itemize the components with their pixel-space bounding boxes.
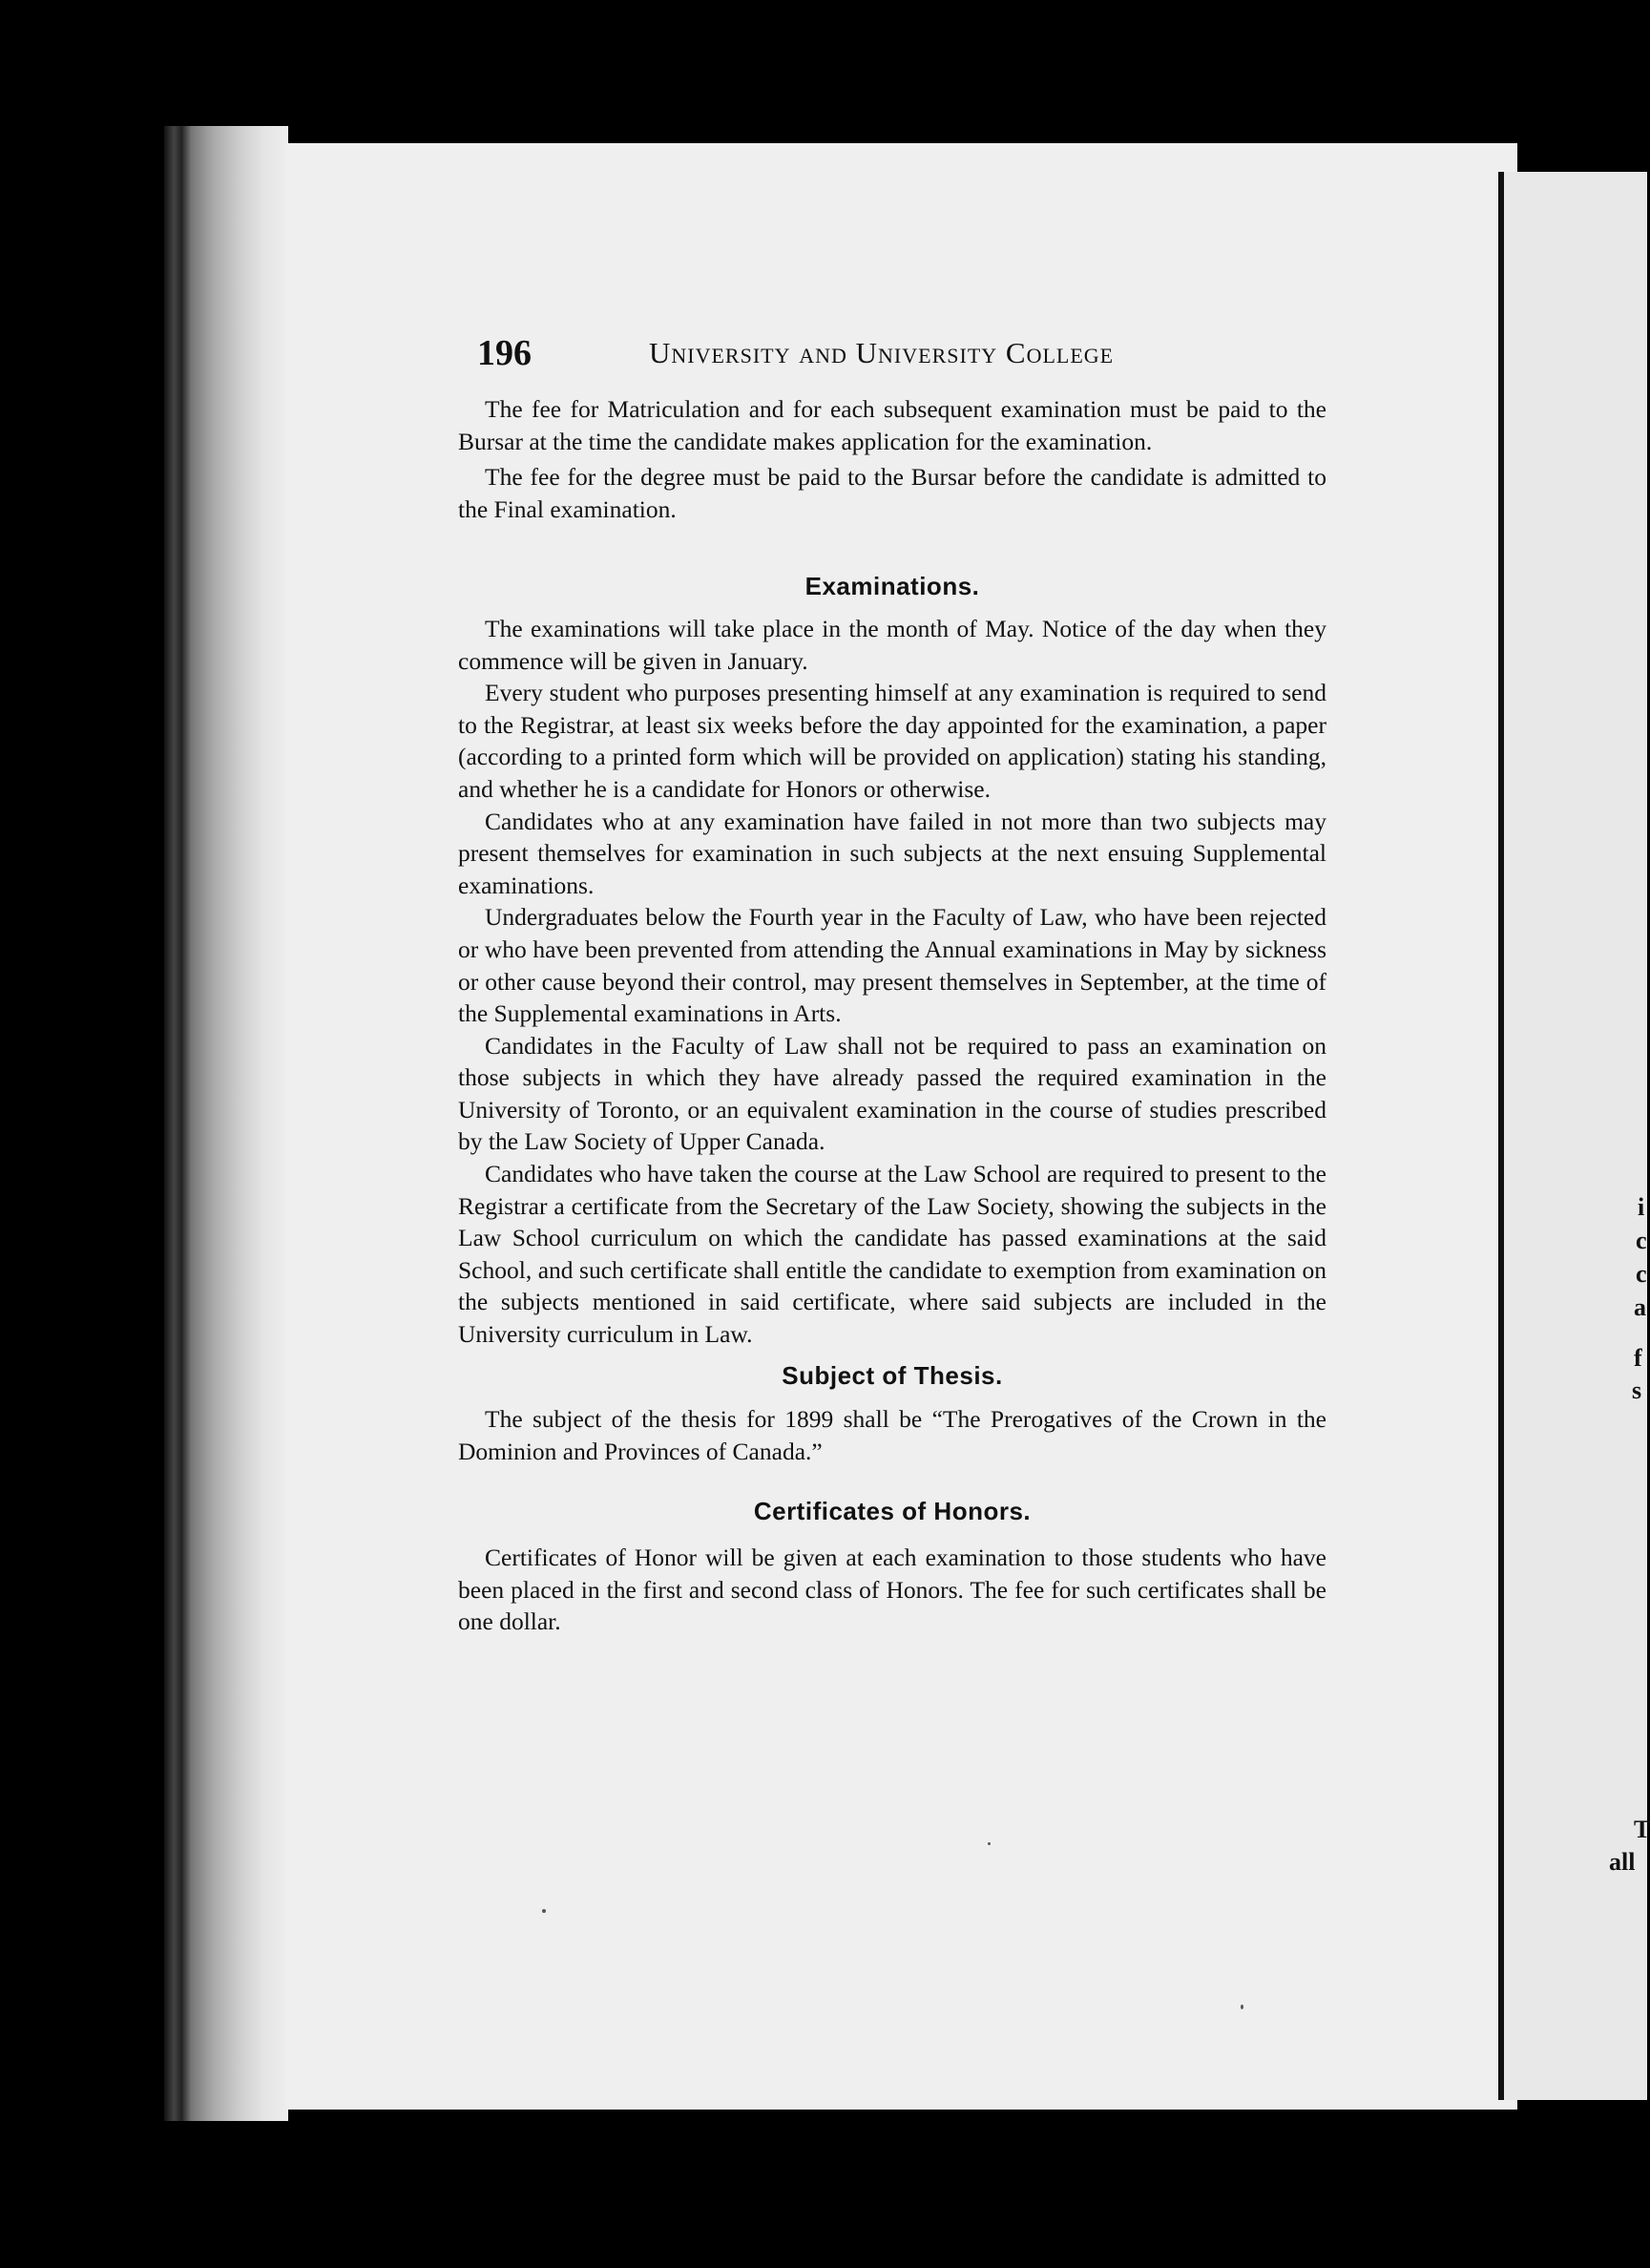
facing-page-fragment: f	[1634, 1344, 1642, 1372]
facing-page-edge	[1498, 172, 1650, 2100]
scan-speck	[988, 1842, 991, 1845]
facing-page-fragment: c	[1636, 1260, 1647, 1288]
facing-page-fragment: c	[1636, 1227, 1647, 1254]
paragraph: The fee for the degree must be paid to the Bursar before the candidate is admitted to the Final examination.	[458, 463, 1326, 523]
paragraph: Candidates who at any examination have failed in not more than two subjects may present themselves for examination in such subjects at the next ensuing Supplemental examinations.	[458, 807, 1326, 899]
paragraph: The fee for Matriculation and for each subsequent examination must be paid to the Bursar at the time the candidate makes application for the examination.	[458, 395, 1326, 455]
facing-page-fragment: a	[1634, 1293, 1646, 1321]
facing-page-fragment: T	[1634, 1816, 1650, 1843]
scan-speck	[1241, 2005, 1243, 2009]
facing-page-fragment: i	[1638, 1193, 1645, 1221]
paragraph: Undergraduates below the Fourth year in the Faculty of Law, who have been rejected or who have been prevented from attending the Annual examinations in May by sickness or other cause beyond their control, may present themselves in September, at the time of the Supplemental examinations in Arts.	[458, 903, 1326, 1028]
document-page	[286, 143, 1517, 2110]
page-number: 196	[477, 333, 532, 373]
scan-speck	[542, 1909, 546, 1913]
page-body	[458, 393, 1326, 1638]
running-head: University and University College	[649, 336, 1115, 369]
page-header	[477, 332, 1470, 376]
paragraph: The subject of the thesis for 1899 shall be “The Prerogatives of the Crown in the Dominion and Provinces of Canada.”	[458, 1405, 1326, 1465]
paragraph: Candidates who have taken the course at the Law School are required to present to the Registrar a certificate from the Secretary of the Law Society, showing the subjects in the Law School curriculum on which the candidate has passed examinations at the said School, and such certificate shall entitle the candidate to exemption from examination on the subjects mentioned in said certificate, where said subjects are included in the University curriculum in Law.	[458, 1160, 1326, 1349]
book-page-edges	[164, 126, 288, 2121]
paragraph: The examinations will take place in the month of May. Notice of the day when they commence will be given in January.	[458, 614, 1326, 675]
paragraph: Candidates in the Faculty of Law shall not be required to pass an examination on those subjects in which they have already passed the required examination in the University of Toronto, or an equivalent examination in the course of studies prescribed by the Law Society of Upper Canada.	[458, 1031, 1326, 1156]
section-heading-thesis: Subject of Thesis.	[782, 1360, 1003, 1390]
paragraph: Every student who purposes presenting himself at any examination is required to send to the Registrar, at least six weeks before the day appointed for the examination, a paper (according to a printed form which will be provided on application) stating his standing, and whether he is a candidate for Honors or otherwise.	[458, 679, 1326, 803]
section-heading-examinations: Examinations.	[804, 572, 980, 601]
paragraph: Certificates of Honor will be given at each examination to those students who have been placed in the first and second class of Honors. The fee for such certificates shall be one dollar.	[458, 1544, 1326, 1636]
section-heading-certificates: Certificates of Honors.	[753, 1497, 1032, 1526]
facing-page-fragment: all	[1609, 1848, 1636, 1876]
facing-page-fragment: s	[1632, 1376, 1642, 1404]
